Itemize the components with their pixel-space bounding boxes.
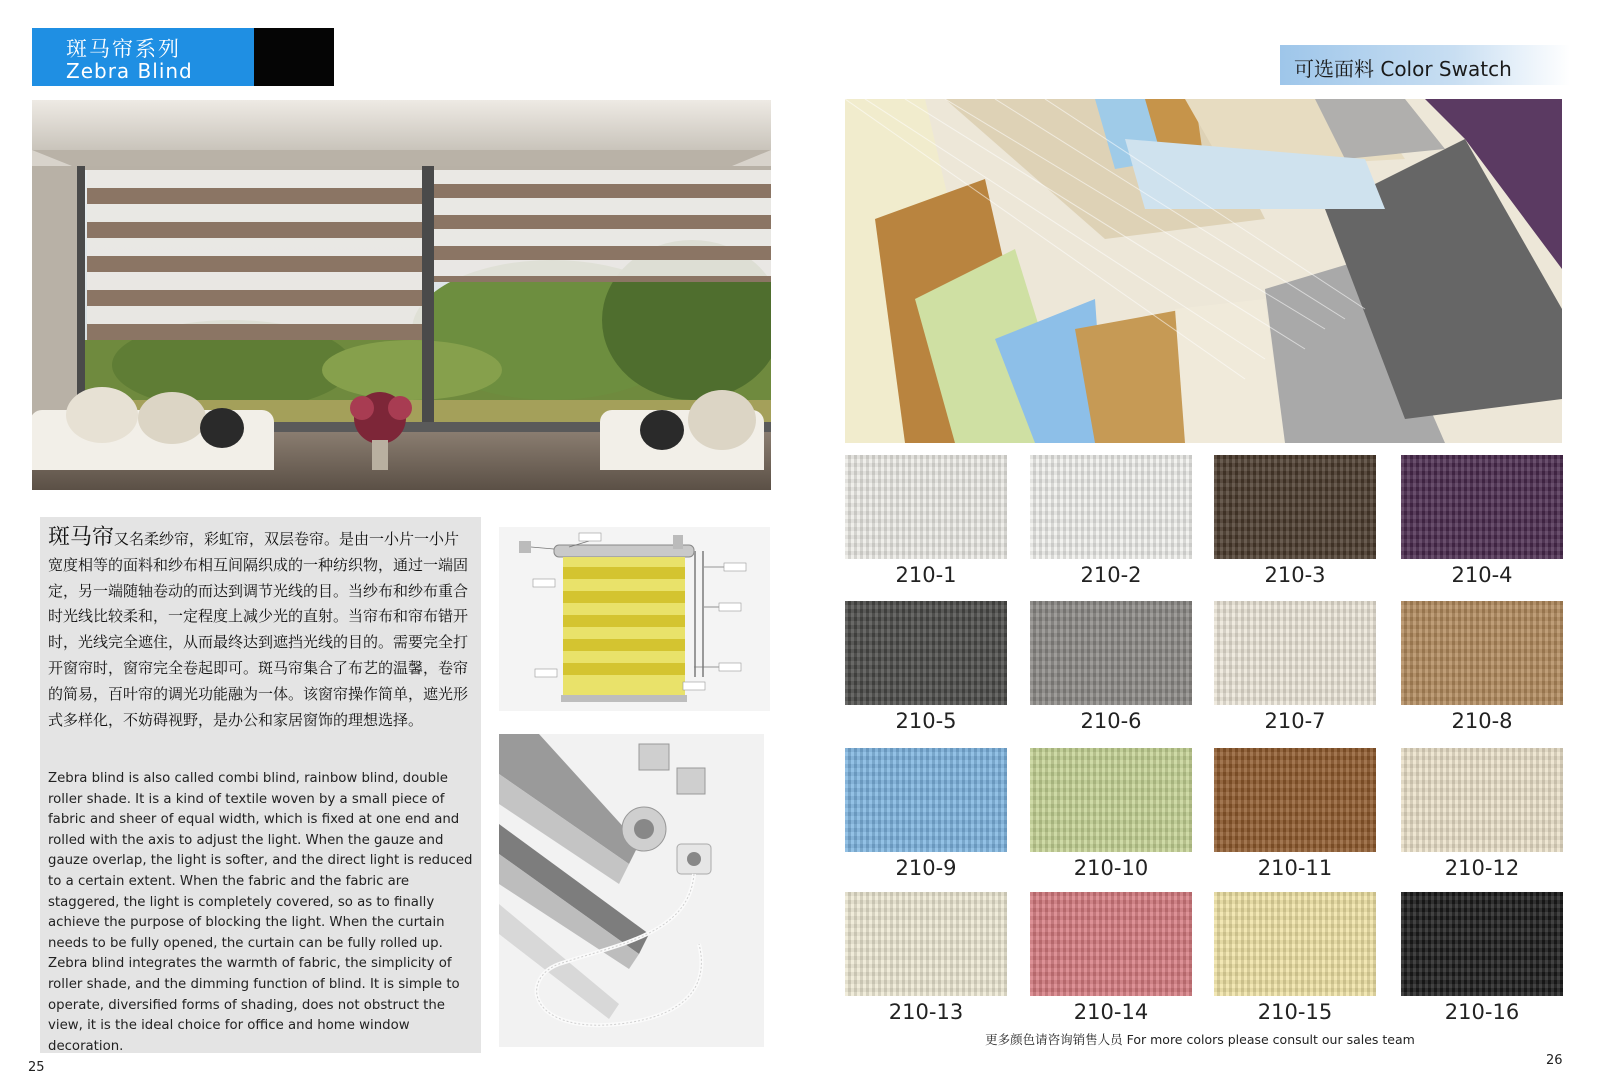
swatch-label: 210-15	[1257, 1000, 1333, 1024]
swatch-label: 210-10	[1073, 856, 1149, 880]
title-chinese: 斑马帘系列	[66, 37, 181, 61]
room-photo	[32, 100, 771, 490]
title-english: Zebra Blind	[66, 59, 193, 83]
swatch-label: 210-11	[1257, 856, 1333, 880]
swatch-210-7	[1214, 601, 1376, 705]
description-english: Zebra blind is also called combi blind, rainbow blind, double roller shade. It is a kind of textile woven by a small piece of fabric and sheer of equal width, which is fixed at one end and rolled with the axis to adjust the light. When the gauze and gauze overlap, the light is softer, and the direct light is reduced to a certain extent. When the fabric and the fabric are staggered, the light is completely covered, so as to finally achieve the purpose of blocking the light. When the curtain needs to be fully opened, the curtain can be fully rolled up. Zebra blind integrates the warmth of fabric, the simplicity of roller shade, and the dimming function of blind. It is simple to operate, diversified forms of shading, does not obstruct the view, it is the ideal choice for office and home window decoration.	[48, 771, 473, 1054]
swatch-210-14	[1030, 892, 1192, 996]
swatch-210-10	[1030, 748, 1192, 852]
swatch-label: 210-13	[888, 1000, 964, 1024]
swatch-header-title: 可选面料 Color Swatch	[1294, 57, 1512, 81]
swatch-210-12	[1401, 748, 1563, 852]
swatch-210-16	[1401, 892, 1563, 996]
swatch-210-13	[845, 892, 1007, 996]
swatch-label: 210-3	[1264, 563, 1326, 587]
swatch-210-9	[845, 748, 1007, 852]
swatch-210-11	[1214, 748, 1376, 852]
description-lead: 斑马帘	[48, 525, 115, 550]
swatch-label: 210-4	[1451, 563, 1513, 587]
swatch-label: 210-5	[895, 709, 957, 733]
swatch-label: 210-16	[1444, 1000, 1520, 1024]
swatch-label: 210-8	[1451, 709, 1513, 733]
swatch-label: 210-7	[1264, 709, 1326, 733]
swatch-label: 210-1	[895, 563, 957, 587]
swatch-label: 210-2	[1080, 563, 1142, 587]
title-badge-black	[254, 28, 334, 86]
blind-diagram	[499, 527, 770, 711]
description-chinese-body: 又名柔纱帘，彩虹帘，双层卷帘。是由一小片一小片宽度相等的面料和纱布相互间隔织成的一种纺织物，通过一端固定，另一端随轴卷动的而达到调节光线的目。当纱布和纱布重合时光线比较柔和，一定程度上减少光的直射。当帘布和帘布错开时，光线完全遮住，从而最终达到遮挡光线的目的。需要完全打开窗帘时，窗帘完全卷起即可。斑马帘集合了布艺的温馨，卷帘的简易，百叶帘的调光功能融为一体。该窗帘操作简单，遮光形式多样化，不妨碍视野，是办公和家居窗饰的理想选择。	[48, 530, 469, 729]
swatch-label: 210-9	[895, 856, 957, 880]
fabric-collage-photo	[845, 99, 1562, 443]
swatch-210-3	[1214, 455, 1376, 559]
swatch-210-8	[1401, 601, 1563, 705]
page-number-right: 26	[1546, 1053, 1563, 1068]
swatch-label: 210-12	[1444, 856, 1520, 880]
swatch-label: 210-6	[1080, 709, 1142, 733]
swatch-210-5	[845, 601, 1007, 705]
hardware-photo	[499, 734, 764, 1047]
more-colors-note: 更多颜色请咨询销售人员 For more colors please consult our sales team	[985, 1032, 1415, 1047]
swatch-210-4	[1401, 455, 1563, 559]
swatch-210-15	[1214, 892, 1376, 996]
swatch-210-1	[845, 455, 1007, 559]
swatch-210-6	[1030, 601, 1192, 705]
swatch-label: 210-14	[1073, 1000, 1149, 1024]
swatch-210-2	[1030, 455, 1192, 559]
page-number-left: 25	[28, 1060, 45, 1075]
description-chinese	[48, 525, 472, 733]
